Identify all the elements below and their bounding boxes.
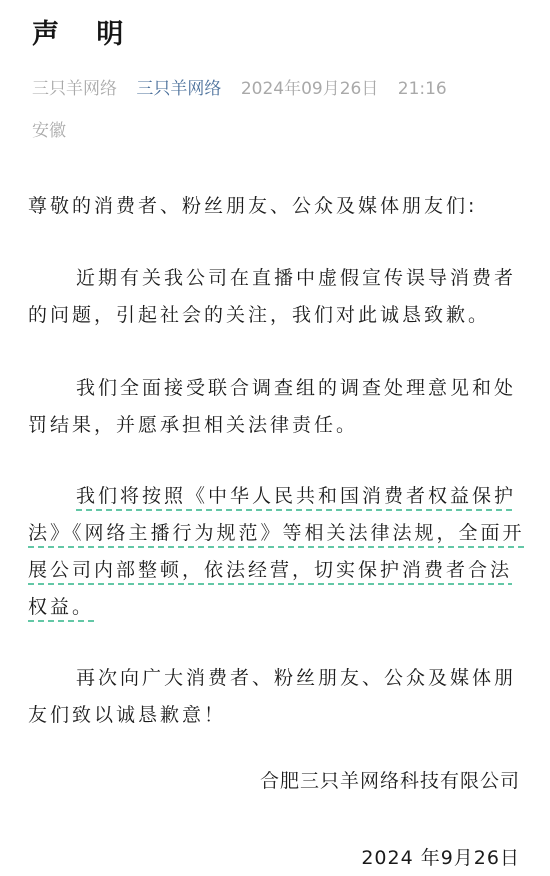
paragraph-closing-apology: 再次向广大消费者、粉丝朋友、公众及媒体朋友们致以诚恳歉意！	[28, 667, 517, 726]
paragraph-acceptance: 我们全面接受联合调查组的调查处理意见和处罚结果，并愿承担相关法律责任。	[28, 377, 517, 436]
highlighted-text: 我们将按照《中华人民共和国消费者权益保护法》《网络主播行为规范》等相关法律法规，全面开展公司内部整顿，依法经营，切实保护消费者合法权益。	[28, 485, 525, 622]
paragraph-apology: 近期有关我公司在直播中虚假宣传误导消费者的问题，引起社会的关注，我们对此诚恳致歉。	[28, 267, 517, 326]
paragraph-compliance	[28, 478, 528, 626]
greeting-line: 尊敬的消费者、粉丝朋友、公众及媒体朋友们:	[28, 195, 478, 217]
meta-location: 安徽	[32, 121, 66, 141]
meta-author-link[interactable]: 三只羊网络	[136, 79, 222, 99]
signature-date: 2024 年9月26日	[361, 847, 520, 869]
meta-time: 21:16	[397, 79, 447, 99]
statement-title: 声 明	[32, 19, 138, 50]
company-signature: 合肥三只羊网络科技有限公司	[259, 770, 520, 792]
meta-date: 2024年09月26日	[240, 79, 379, 99]
meta-source: 三只羊网络	[32, 79, 117, 99]
article-meta	[32, 74, 447, 99]
